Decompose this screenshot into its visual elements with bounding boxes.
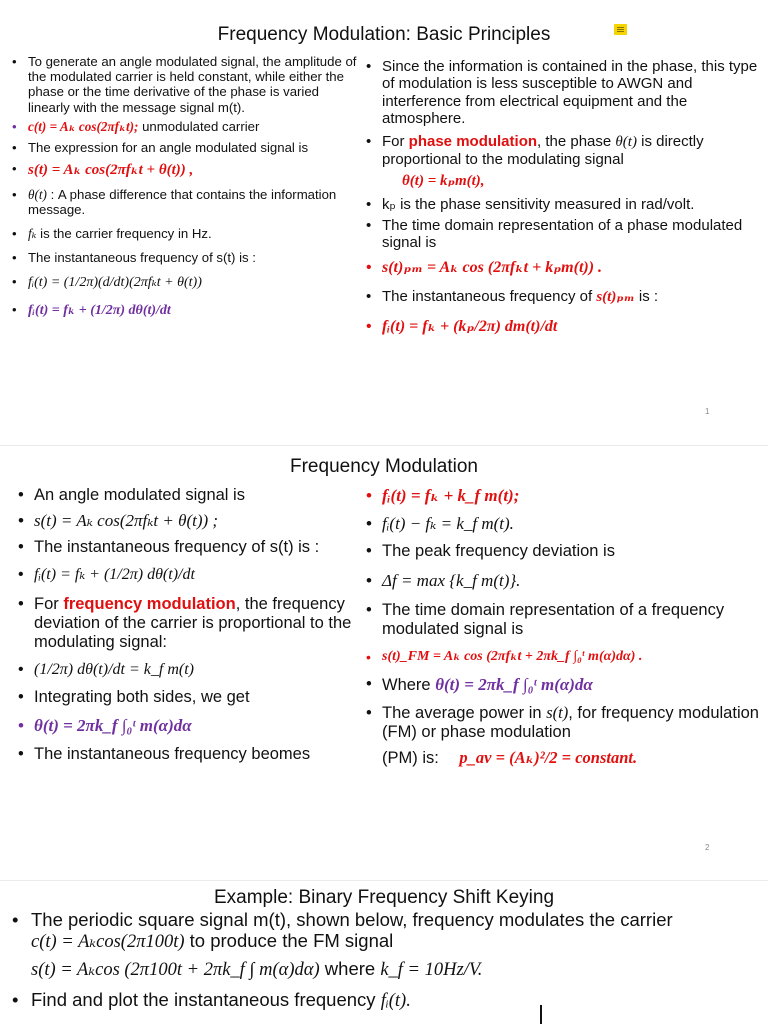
- angle-modulated-equation: s(t) = Aₖ cos(2πfₖt + θ(t)) ,: [28, 162, 194, 179]
- bullet: • The instantaneous frequency of s(t)ₚₘ is :: [366, 287, 659, 305]
- bullet: • s(t) = Aₖ cos(2πfₖt + θ(t)) ;: [18, 511, 363, 531]
- pm-signal-equation: s(t)ₚₘ = Aₖ cos (2πfₖt + kₚm(t)) .: [382, 259, 603, 277]
- bullet: • The periodic square signal m(t), shown below, frequency modulates the carrier c(t) = Aₖcos(2π100t) to produce the FM signal: [12, 909, 673, 953]
- page-number: 2: [705, 843, 710, 852]
- slide-1-left-column: [12, 54, 362, 319]
- bullet: • fᵢ(t) = fₖ + k_f m(t);: [366, 486, 762, 506]
- phase-equation: θ(t) = kₚm(t),: [402, 172, 485, 189]
- fm-signal-equation: s(t) = Aₖcos (2π100t + 2πk_f ∫ m(α)dα): [31, 959, 320, 980]
- bullet: • Since the information is contained in the phase, this type of modulation is less susceptible to AWGN and interference from electrical equipment and the atmosphere.: [366, 58, 758, 127]
- bullet: • fᵢ(t) − fₖ = k_f m(t).: [366, 513, 514, 533]
- fm-signal-equation: s(t)_FM = Aₖ cos (2πfₖt + 2πk_f ∫₀ᵗ m(α)dα) .: [382, 648, 643, 664]
- carrier-equation: c(t) = Aₖ cos(2πfₖt);: [28, 118, 139, 134]
- bullet: • fᵢ(t) = fₖ + (kₚ/2π) dm(t)/dt: [366, 318, 762, 336]
- peak-deviation-equation: Δf = max {k_f m(t)}.: [382, 571, 521, 591]
- phase-modulation-term: phase modulation: [408, 133, 538, 150]
- bullet: • For frequency modulation, the frequency deviation of the carrier is proportional to the modulating signal:: [18, 594, 352, 651]
- bullet: • fᵢ(t) = fₖ + (1/2π) dθ(t)/dt: [12, 303, 362, 319]
- slide-2: [0, 445, 768, 870]
- bullet: • kₚ is the phase sensitivity measured in rad/volt.: [366, 195, 695, 213]
- kf-value: k_f = 10Hz/V.: [380, 959, 483, 980]
- bullet: • An angle modulated signal is: [18, 486, 245, 504]
- fm-signal-line: s(t) = Aₖcos (2π100t + 2πk_f ∫ m(α)dα) where k_f = 10Hz/V.: [31, 957, 483, 980]
- bullet: • The peak frequency deviation is: [366, 542, 615, 561]
- slide-3-body: [12, 909, 762, 1012]
- slide-2-right-column: [366, 486, 762, 768]
- angle-signal-equation: s(t) = Aₖ cos(2πfₖt + θ(t)) ;: [34, 510, 219, 530]
- bullet: • Integrating both sides, we get: [18, 688, 250, 707]
- page-number: 1: [705, 407, 710, 416]
- average-power-equation: p_av = (Aₖ)²/2 = constant.: [459, 747, 638, 767]
- instantaneous-frequency-result: fᵢ(t) = fₖ + (1/2π) dθ(t)/dt: [28, 303, 171, 319]
- fm-instantaneous-frequency: fᵢ(t) = fₖ + k_f m(t);: [382, 486, 520, 505]
- bullet: • (1/2π) dθ(t)/dt = k_f m(t): [18, 661, 363, 679]
- bullet: • fᵢ(t) = fₖ + (1/2π) dθ(t)/dt: [18, 566, 363, 584]
- sticky-note-icon[interactable]: [614, 24, 627, 35]
- frequency-deviation-equation: (1/2π) dθ(t)/dt = k_f m(t): [34, 660, 194, 678]
- bullet: • The average power in s(t), for frequency modulation (FM) or phase modulation: [366, 702, 759, 741]
- carrier-equation: c(t) = Aₖcos(2π100t): [31, 932, 185, 953]
- average-power-line: (PM) is: p_av = (Aₖ)²/2 = constant.: [382, 747, 638, 767]
- frequency-modulation-term: frequency modulation: [63, 594, 236, 613]
- bullet: • s(t)_FM = Aₖ cos (2πfₖt + 2πk_f ∫₀ᵗ m(α)dα) .: [366, 649, 762, 665]
- bullet: • fₖ is the carrier frequency in Hz.: [12, 225, 212, 241]
- slide-1-title: Frequency Modulation: Basic Principles: [217, 24, 551, 45]
- bullet: • The instantaneous frequency of s(t) is :: [18, 537, 320, 556]
- theta-integral-equation: θ(t) = 2πk_f ∫₀ᵗ m(α)dα: [34, 716, 192, 736]
- bullet: • s(t)ₚₘ = Aₖ cos (2πfₖt + kₚm(t)) .: [366, 259, 762, 277]
- slide-2-title: Frequency Modulation: [290, 456, 478, 477]
- slide-1-right-column: [366, 58, 762, 336]
- bullet: • The time domain representation of a phase modulated signal is: [366, 216, 743, 251]
- instantaneous-frequency-equation: fᵢ(t) = (1/2π)(d/dt)(2πfₖt + θ(t)): [28, 274, 202, 290]
- slide-2-left-column: [18, 486, 363, 764]
- bullet: • The time domain representation of a frequency modulated signal is: [366, 600, 725, 638]
- bullet: • Where θ(t) = 2πk_f ∫₀ᵗ m(α)dα: [366, 674, 593, 694]
- bullet: • Δf = max {k_f m(t)}.: [366, 571, 762, 591]
- instantaneous-frequency-equation: fᵢ(t) = fₖ + (1/2π) dθ(t)/dt: [34, 566, 195, 584]
- bullet: • c(t) = Aₖ cos(2πfₖt); unmodulated carrier: [12, 118, 260, 134]
- bullet: • θ(t) : A phase difference that contains the information message.: [12, 187, 337, 218]
- bullet: • The instantaneous frequency beomes: [18, 744, 311, 763]
- theta-where-equation: θ(t) = 2πk_f ∫₀ᵗ m(α)dα: [435, 674, 593, 694]
- bullet: • The instantaneous frequency of s(t) is :: [12, 249, 256, 265]
- bullet: • For phase modulation, the phase θ(t) is directly proportional to the modulating signal: [366, 133, 704, 169]
- bullet: • s(t) = Aₖ cos(2πfₖt + θ(t)) ,: [12, 162, 362, 179]
- bullet: • fᵢ(t) = (1/2π)(d/dt)(2πfₖt + θ(t)): [12, 275, 362, 291]
- bullet: • To generate an angle modulated signal, the amplitude of the modulated carrier is held constant, while either the phase or the time derivative of the phase is varied linearly with the message signal m(t).: [12, 54, 357, 115]
- pm-instantaneous-frequency: fᵢ(t) = fₖ + (kₚ/2π) dm(t)/dt: [382, 317, 558, 335]
- bullet: • The expression for an angle modulated signal is: [12, 139, 309, 155]
- slide-3: [0, 880, 768, 1024]
- slide-1: [0, 0, 768, 432]
- bullet: • Find and plot the instantaneous frequency fᵢ(t).: [12, 988, 411, 1011]
- text-cursor: [540, 1005, 542, 1024]
- bullet: • θ(t) = 2πk_f ∫₀ᵗ m(α)dα: [18, 716, 363, 736]
- slide-3-title: Example: Binary Frequency Shift Keying: [213, 887, 555, 908]
